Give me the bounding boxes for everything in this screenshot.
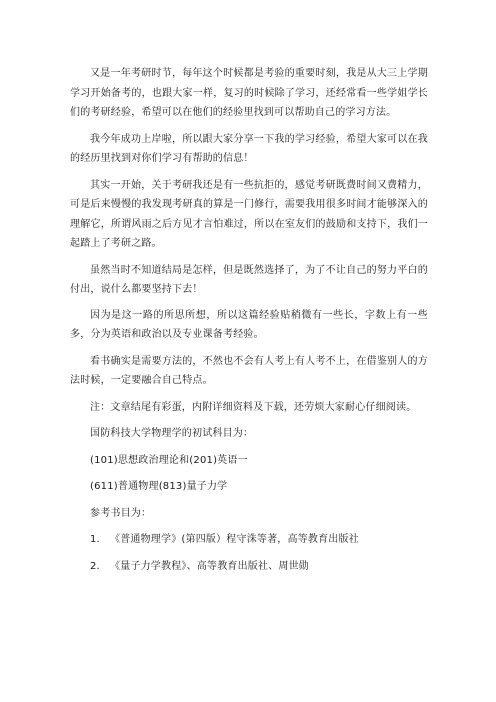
paragraph-intro: 又是一年考研时节，每年这个时候都是考验的重要时刻，我是从大三上学期学习开始备考的，也跟大家一样，复习的时候除了学习，还经常看一些学姐学长们的考研经验，希望可以在他们的经验里找到可以帮助自己的学习方法。 [70,68,428,118]
exam-subjects-heading: 国防科技大学物理学的初试科目为： [90,428,254,439]
reference-number: 2. [90,560,100,572]
note-line: 注：文章结尾有彩蛋，内附详细资料及下载，还劳烦大家耐心仔细阅读。 [90,401,417,413]
paragraph-persist: 虽然当时不知道结局是怎样，但是既然选择了，为了不让自己的努力平白的付出，说什么都要坚持下去！ [70,264,428,295]
paragraph-method: 看书确实是需要方法的，不然也不会有人考上有人考不上，在借鉴别人的方法时候，一定要融合自己特点。 [70,355,428,386]
exam-subjects-line-2: (611)普通物理(813)量子力学 [90,481,228,492]
reference-text: 《普通物理学》(第四版）程守洙等著，高等教育出版社 [110,534,359,545]
exam-subjects-line-1: (101)思想政治理论和(201)英语一 [90,454,248,466]
reference-item [90,530,428,549]
references-heading: 参考书目为： [90,507,152,519]
paragraph-beginning: 其实一开始，关于考研我还是有一些抗拒的，感觉考研既费时间又费精力，可是后来慢慢的我发现考研真的算是一门修行，需要我用很多时间才能够深入的理解它，所谓风雨之后方见才言怕难过，所以在室友们的鼓励和支持下，我们一起踏上了考研之路。 [70,179,428,249]
reference-item [90,557,428,576]
reference-text: 《量子力学教程》、高等教育出版社、周世勋 [110,560,309,572]
paragraph-structure: 因为是这一路的所思所想，所以这篇经验贴稍微有一些长，字数上有一些多，分为英语和政治以及专业课备考经验。 [70,309,428,340]
paragraph-success: 我今年成功上岸啦，所以跟大家分享一下我的学习经验，希望大家可以在我的经历里找到对你们学习有帮助的信息！ [70,133,428,164]
reference-number: 1. [90,534,100,545]
document-body [70,64,428,583]
